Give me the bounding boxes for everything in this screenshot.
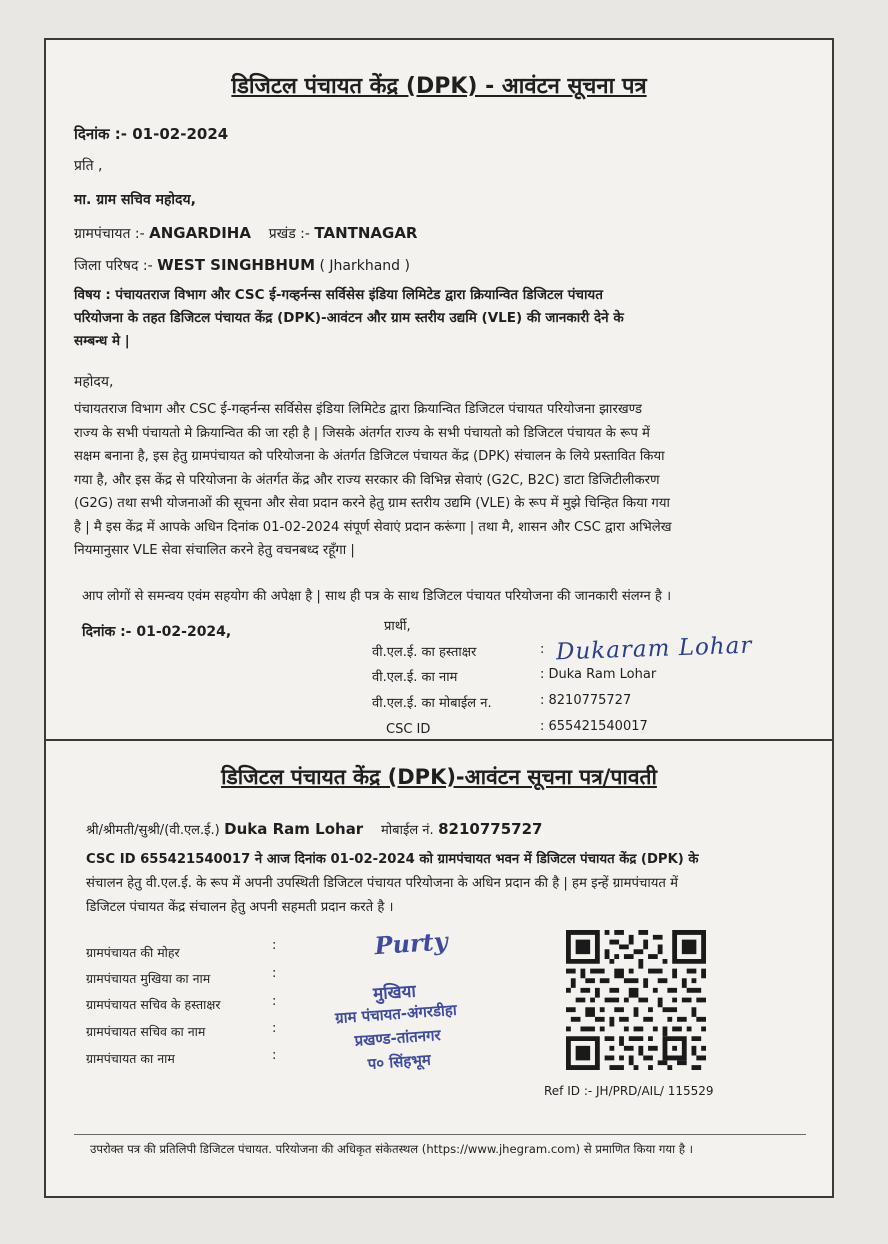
receipt-paragraph xyxy=(86,848,816,920)
receipt-name-row xyxy=(86,820,542,838)
csc-id-value: : 655421540017 xyxy=(540,719,648,734)
gram-panchayat-label: ग्रामपंचायत :- xyxy=(74,226,145,242)
colon: : xyxy=(272,994,277,1009)
colon: : xyxy=(272,938,277,953)
gp-secretary-name-label: ग्रामपंचायत सचिव का नाम xyxy=(86,1024,206,1039)
prarthi-text: प्रार्थी, xyxy=(384,619,411,634)
colon: : xyxy=(272,966,277,981)
body-line: सक्षम बनाना है, इस हेतु ग्रामपंचायत को परियोजना के अंतर्गत डिजिटल पंचायत केंद्र (DPK) संचालन के लिये प्रस्तावित किया xyxy=(74,449,665,464)
vle-signature: Dukaram Lohar xyxy=(555,632,753,666)
gp-seal-label: ग्रामपंचायत की मोहर xyxy=(86,945,180,960)
receipt-line: संचालन हेतु वी.एल.ई. के रूप में अपनी उपस्थिती डिजिटल पंचायत परियोजना के अधिन प्रदान की है | हम इन्हें ग्रामपंचायत में xyxy=(86,876,679,891)
stamp-line: ग्राम पंचायत-अंगरडीहा xyxy=(334,1000,458,1028)
body-line: गया है, और इस केंद्र से परियोजना के अंतर्गत केंद्र और राज्य सरकार की विभिन्न सेवाएं (G2C, B2C) डाटा डिजिटीलीकरण xyxy=(74,472,660,488)
gram-panchayat-row xyxy=(74,224,418,243)
subject-line: सम्बन्ध मे | xyxy=(74,333,130,349)
salutation: महोदय, xyxy=(74,374,114,390)
vle-signature-colon: : xyxy=(540,642,545,657)
vle-name-label: वी.एल.ई. का नाम xyxy=(372,670,458,685)
letter-title: डिजिटल पंचायत केंद्र (DPK) - आवंटन सूचना पत्र xyxy=(231,74,647,99)
vle-name-value: : Duka Ram Lohar xyxy=(540,667,657,682)
receipt-mobile: 8210775727 xyxy=(438,820,543,838)
footer-note: उपरोक्त पत्र की प्रतिलिपी डिजिटल पंचायत. परियोजना की अधिकृत संकेतस्थल (https://www.jhegram.com) से प्रमाणित किया गया है । xyxy=(90,1142,694,1156)
body-paragraph xyxy=(74,398,814,563)
panchayat-stamp xyxy=(290,923,501,1107)
body-line: (G2G) तथा सभी योजनाओं की सूचना और सेवा प्रदान करने हेतु ग्राम स्तरीय उद्यमि (VLE) के रूप में मुझे चिन्हित किया गया xyxy=(74,496,670,511)
body-line: पंचायतराज विभाग और CSC ई-गव्हर्नन्स सर्विसेस इंडिया लिमिटेड द्वारा क्रियान्वित डिजिटल पंचायत परियोजना झारखण्ड xyxy=(74,402,642,417)
receipt-mobile-label: मोबाईल नं. xyxy=(381,823,434,838)
zila-value: WEST SINGHBHUM xyxy=(157,256,316,274)
receipt-line: CSC ID 655421540017 ने आज दिनांक 01-02-2024 को ग्रामपंचायत भवन में डिजिटल पंचायत केंद्र (DPK) के xyxy=(86,852,699,867)
vle-signature-label: वी.एल.ई. का हस्ताक्षर xyxy=(372,645,477,660)
vle-mobile-label: वी.एल.ई. का मोबाईल न. xyxy=(372,696,492,711)
letter-date-2: दिनांक :- 01-02-2024, xyxy=(82,624,232,640)
addressee: मा. ग्राम सचिव महोदय, xyxy=(74,192,196,208)
body-line: नियमानुसार VLE सेवा संचालित करने हेतु वचनबध्द रहूँगा | xyxy=(74,543,355,558)
colon: : xyxy=(272,1021,277,1036)
prakhand-value: TANTNAGAR xyxy=(314,224,418,242)
receipt-title: डिजिटल पंचायत केंद्र (DPK)-आवंटन सूचना पत्र/पावती xyxy=(221,765,657,789)
receipt-line: डिजिटल पंचायत केंद्र संचालन हेतु अपनी सहमती प्रदान करते है । xyxy=(86,900,394,915)
zila-row xyxy=(74,256,410,275)
prati-text: प्रति , xyxy=(74,158,103,174)
receipt-name-prefix: श्री/श्रीमती/सुश्री/(वी.एल.ई.) xyxy=(86,823,220,838)
zila-label: जिला परिषद :- xyxy=(74,258,153,274)
gp-name-label: ग्रामपंचायत का नाम xyxy=(86,1051,175,1066)
gp-secretary-signature-label: ग्रामपंचायत सचिव के हस्ताक्षर xyxy=(86,997,221,1012)
colon: : xyxy=(272,1048,277,1063)
subject-block xyxy=(74,284,814,353)
gram-panchayat-value: ANGARDIHA xyxy=(149,224,251,242)
body-line: है | मै इस केंद्र में आपके अधिन दिनांक 01-02-2024 संपूर्ण सेवाएं प्रदान करूंगा | तथा मै, शासन और CSC द्वारा अभिलेख xyxy=(74,519,672,535)
section-divider xyxy=(46,739,832,741)
stamp-signature: Purty xyxy=(373,926,449,961)
stamp-line: मुखिया xyxy=(372,981,417,1005)
stamp-line: प० सिंहभूम xyxy=(367,1050,432,1074)
stamp-line: प्रखण्ड-तांतनगर xyxy=(354,1025,442,1050)
receipt-name: Duka Ram Lohar xyxy=(224,820,364,838)
ref-id: Ref ID :- JH/PRD/AIL/ 115529 xyxy=(544,1084,714,1098)
prakhand-label: प्रखंड :- xyxy=(268,226,310,242)
body-line: राज्य के सभी पंचायतो मे क्रियान्वित की जा रही है | जिसके अंतर्गत राज्य के सभी पंचायतो को डिजिटल पंचायत के रूप में xyxy=(74,425,650,441)
letter-date: दिनांक :- 01-02-2024 xyxy=(74,125,229,143)
csc-id-label: CSC ID xyxy=(386,722,431,737)
subject-line: परियोजना के तहत डिजिटल पंचायत केंद्र (DPK)-आवंटन और ग्राम स्तरीय उद्यमि (VLE) की जानकारी देने के xyxy=(74,310,624,326)
subject-line: विषय : पंचायतराज विभाग और CSC ई-गव्हर्नन्स सर्विसेस इंडिया लिमिटेड द्वारा क्रियान्वित डिजिटल पंचायत xyxy=(74,287,603,303)
footer-divider xyxy=(74,1134,806,1135)
state-value: ( Jharkhand ) xyxy=(319,258,410,274)
vle-mobile-value: : 8210775727 xyxy=(540,693,632,708)
gp-mukhiya-name-label: ग्रामपंचायत मुखिया का नाम xyxy=(86,971,211,986)
letter-sheet xyxy=(44,38,834,1198)
qr-code-icon xyxy=(566,930,706,1070)
request-line: आप लोगों से समन्वय एवंम सहयोग की अपेक्षा है | साथ ही पत्र के साथ डिजिटल पंचायत परियोजना की जानकारी संलग्न है । xyxy=(82,589,672,604)
